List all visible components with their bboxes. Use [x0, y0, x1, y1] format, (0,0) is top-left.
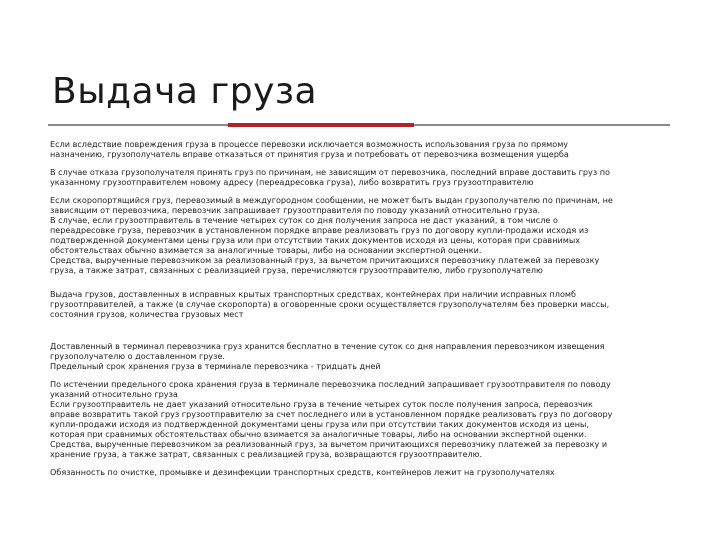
- text-line: грузополучателю о доставленном грузе.: [50, 351, 226, 361]
- text-line: хранение груза, а также затрат, связанных с реализацией груза, возвращаются грузоотправителю.: [50, 449, 483, 459]
- paragraph-sealed-delivery: [50, 289, 670, 319]
- text-line: груза, а также затрат, связанных с реализацией груза, перечисляются грузоотправителю, либо грузополучателю: [50, 265, 543, 275]
- title-accent-bar: [228, 123, 414, 127]
- text-line: купли-продажи исходя из подтвержденной документами цены груза или при отсутствии таких документов исходя из цены,: [50, 419, 590, 429]
- text-line: Обязанность по очистке, промывке и дезинфекции транспортных средств, контейнеров лежит на грузополучателях: [50, 467, 555, 477]
- text-line: зависящим от перевозчика, перевозчик запрашивает грузоотправителя по поводу указаний относительно груза.: [50, 205, 541, 215]
- paragraph-cleaning-duty: [50, 467, 670, 477]
- text-line: По истечении предельного срока хранения груза в терминале перевозчика последний запрашивает грузоотправителя по поводу: [50, 379, 611, 389]
- text-line: Предельный срок хранения груза в терминале перевозчика - тридцать дней: [50, 361, 381, 371]
- text-line: Средства, вырученные перевозчиком за реализованный груз, за вычетом причитающихся перевозчику платежей за перевозку и: [50, 439, 608, 449]
- text-line: указанному грузоотправителем новому адресу (переадресовка груза), либо возвратить груз грузоотправителю: [50, 177, 534, 187]
- text-line: грузоотправителей, а также (в случае скоропорта) в оговоренные сроки осуществляется грузополучателям без проверки массы,: [50, 299, 610, 309]
- text-line: подтвержденной документами цены груза или при отсутствии таких документов исходя из цены, которая при сравнимых: [50, 235, 581, 245]
- slide-title: Выдача груза: [52, 71, 318, 112]
- paragraph-damage-refusal: [50, 139, 670, 159]
- paragraph-perishable-cargo: [50, 195, 670, 275]
- text-line: назначению, грузополучатель вправе отказаться от принятия груза и потребовать от перевозчика возмещения ущерба: [50, 149, 569, 159]
- paragraph-free-storage: [50, 341, 670, 371]
- paragraph-consignee-refusal: [50, 167, 670, 187]
- text-line: Средства, вырученные перевозчиком за реализованный груз, за вычетом причитающихся перевозчику платежей за перевозку: [50, 255, 600, 265]
- text-line: состояния грузов, количества грузовых мест: [50, 309, 244, 319]
- paragraph-storage-expiry: [50, 379, 670, 459]
- text-line: обстоятельствах обычно взимается за аналогичные товары, либо на основании экспертной оценки.: [50, 245, 482, 255]
- text-line: Если скоропортящийся груз, перевозимый в междугородном сообщении, не может быть выдан грузополучателю по причинам, не: [50, 195, 613, 205]
- text-line: указаний относительно груза: [50, 389, 178, 399]
- text-line: Если грузоотправитель не дает указаний относительно груза в течение четырех суток после получения запроса, перевозчик: [50, 399, 593, 409]
- text-line: Если вследствие повреждения груза в процессе перевозки исключается возможность использования груза по прямому: [50, 139, 569, 149]
- text-line: которая при сравнимых обстоятельствах обычно взимается за аналогичные товары, либо на основании экспертной оценки.: [50, 429, 587, 439]
- slide-body: [50, 139, 670, 485]
- text-line: Доставленный в терминал перевозчика груз хранится бесплатно в течение суток со дня направления перевозчиком извещения: [50, 341, 605, 351]
- text-line: вправе возвратить такой груз грузоотправителю за счет последнего или в установленном порядке реализовать груз по договору: [50, 409, 613, 419]
- text-line: Выдача грузов, доставленных в исправных крытых транспортных средствах, контейнерах при наличии исправных пломб: [50, 289, 576, 299]
- text-line: переадресовке груза, перевозчик в установленном порядке вправе реализовать груз по договору купли-продажи исходя из: [50, 225, 589, 235]
- text-line: В случае, если грузоотправитель в течение четырех суток со дня получения запроса не даст указаний, в том числе о: [50, 215, 558, 225]
- text-line: В случае отказа грузополучателя принять груз по причинам, не зависящим от перевозчика, последний вправе доставить груз по: [50, 167, 610, 177]
